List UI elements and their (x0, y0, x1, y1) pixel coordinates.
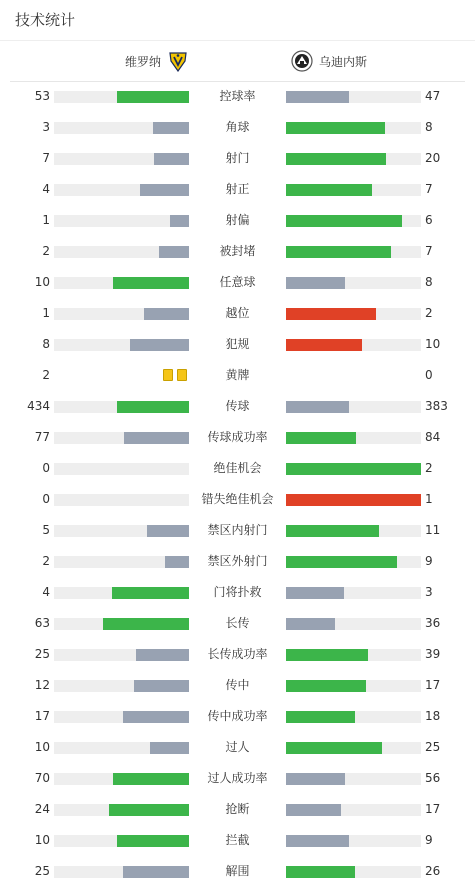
away-value: 10 (425, 337, 441, 351)
home-bar-fill (140, 184, 189, 196)
home-bar-track (54, 618, 189, 630)
away-bar-track (286, 401, 421, 413)
away-bar-fill (286, 215, 402, 227)
home-bar-fill (154, 153, 189, 165)
away-value: 36 (425, 616, 441, 630)
away-bar-track (286, 494, 421, 506)
stat-row (0, 639, 475, 670)
away-bar-fill (286, 649, 368, 661)
home-value: 10 (34, 833, 50, 847)
stat-row (0, 391, 475, 422)
home-bar-track (54, 680, 189, 692)
away-bar-fill (286, 618, 335, 630)
stat-row (0, 670, 475, 701)
away-bar-fill (286, 184, 372, 196)
home-value: 0 (42, 461, 50, 475)
away-bar-track (286, 711, 421, 723)
stat-row (0, 81, 475, 112)
stat-label: 传中 (225, 678, 250, 692)
home-value: 2 (42, 554, 50, 568)
home-bar-track (54, 339, 189, 351)
away-bar-track (286, 680, 421, 692)
stat-label: 射门 (225, 151, 250, 165)
away-value: 1 (425, 492, 433, 506)
home-bar-fill (109, 804, 189, 816)
stat-row (0, 577, 475, 608)
stat-label: 黄牌 (225, 368, 250, 382)
stat-row (0, 453, 475, 484)
home-bar-track (54, 525, 189, 537)
away-value: 2 (425, 461, 433, 475)
home-value: 1 (42, 306, 50, 320)
stat-row (0, 236, 475, 267)
away-bar-fill (286, 401, 349, 413)
section-title: 技术统计 (15, 11, 76, 29)
stat-row (0, 484, 475, 515)
home-bar-track (54, 711, 189, 723)
away-bar-fill (286, 866, 355, 878)
away-bar-track (286, 525, 421, 537)
stat-row (0, 422, 475, 453)
home-bar-fill (134, 680, 189, 692)
away-value: 3 (425, 585, 433, 599)
away-value: 25 (425, 740, 441, 754)
home-bar-fill (117, 91, 189, 103)
away-bar-fill (286, 773, 345, 785)
home-value: 434 (27, 399, 50, 413)
stat-label: 长传 (225, 616, 250, 630)
home-value: 3 (42, 120, 50, 134)
away-bar-track (286, 153, 421, 165)
away-bar-track (286, 463, 421, 475)
section-header (0, 0, 475, 41)
home-bar-fill (117, 835, 189, 847)
away-bar-fill (286, 432, 356, 444)
away-bar-fill (286, 122, 385, 134)
home-bar-track (54, 866, 189, 878)
stat-label: 越位 (225, 306, 250, 320)
home-bar-track (54, 494, 189, 506)
away-bar-track (286, 587, 421, 599)
stat-label: 传中成功率 (207, 709, 268, 723)
home-value: 0 (42, 492, 50, 506)
home-team[interactable] (125, 41, 189, 81)
stat-label: 过人成功率 (207, 771, 268, 785)
stat-row (0, 205, 475, 236)
home-bar-fill (113, 277, 189, 289)
away-value: 47 (425, 89, 441, 103)
home-team-name: 维罗纳 (125, 54, 162, 69)
away-bar-track (286, 649, 421, 661)
away-value: 9 (425, 554, 433, 568)
home-bar-track (54, 556, 189, 568)
away-value: 39 (425, 647, 441, 661)
home-bar-fill (124, 432, 189, 444)
stat-label: 角球 (225, 120, 250, 134)
home-bar-fill (112, 587, 189, 599)
away-bar-track (286, 804, 421, 816)
away-bar-fill (286, 277, 345, 289)
yellow-cards (163, 369, 187, 381)
home-bar-track (54, 184, 189, 196)
home-value: 4 (42, 182, 50, 196)
home-value: 5 (42, 523, 50, 537)
stat-label: 抢断 (225, 802, 250, 816)
home-value: 70 (34, 771, 50, 785)
home-bar-fill (113, 773, 189, 785)
home-value: 25 (34, 864, 50, 878)
away-bar-fill (286, 91, 349, 103)
away-value: 0 (425, 368, 433, 382)
stat-row (0, 360, 475, 391)
udinese-crest-icon (291, 50, 313, 72)
away-bar-track (286, 277, 421, 289)
away-bar-track (286, 215, 421, 227)
away-bar-track (286, 91, 421, 103)
stat-row (0, 112, 475, 143)
stat-label: 禁区内射门 (207, 523, 268, 537)
home-bar-fill (153, 122, 189, 134)
stat-label: 犯规 (225, 337, 250, 351)
stat-label: 射正 (225, 182, 250, 196)
away-bar-fill (286, 587, 344, 599)
home-bar-track (54, 215, 189, 227)
away-bar-fill (286, 711, 355, 723)
home-value: 7 (42, 151, 50, 165)
stat-row (0, 825, 475, 856)
stat-label: 错失绝佳机会 (201, 492, 274, 506)
stat-label: 禁区外射门 (207, 554, 268, 568)
away-bar-fill (286, 463, 421, 475)
away-bar-track (286, 556, 421, 568)
away-bar-track (286, 308, 421, 320)
away-bar-fill (286, 494, 421, 506)
home-bar-fill (117, 401, 189, 413)
stat-label: 拦截 (225, 833, 250, 847)
away-bar-track (286, 742, 421, 754)
home-value: 2 (42, 244, 50, 258)
stat-label: 过人 (225, 740, 250, 754)
home-value: 25 (34, 647, 50, 661)
away-bar-track (286, 122, 421, 134)
home-bar-track (54, 401, 189, 413)
home-bar-track (54, 122, 189, 134)
away-bar-fill (286, 308, 376, 320)
home-bar-fill (150, 742, 189, 754)
away-value: 9 (425, 833, 433, 847)
stat-label: 控球率 (219, 89, 256, 103)
yellow-card-icon (163, 369, 173, 381)
home-value: 10 (34, 740, 50, 754)
home-bar-track (54, 91, 189, 103)
home-bar-fill (130, 339, 189, 351)
stat-label: 解围 (225, 864, 250, 878)
stat-label: 被封堵 (219, 244, 256, 258)
stat-label: 绝佳机会 (213, 461, 262, 475)
home-value: 2 (42, 368, 50, 382)
away-bar-track (286, 835, 421, 847)
away-bar-fill (286, 742, 382, 754)
away-bar-track (286, 246, 421, 258)
away-value: 7 (425, 244, 433, 258)
home-bar-track (54, 773, 189, 785)
stat-row (0, 856, 475, 887)
away-value: 17 (425, 802, 441, 816)
away-value: 383 (425, 399, 448, 413)
stat-row (0, 329, 475, 360)
stat-label: 传球成功率 (207, 430, 268, 444)
stat-row (0, 701, 475, 732)
away-bar-track (286, 339, 421, 351)
away-bar-fill (286, 556, 397, 568)
stat-row (0, 546, 475, 577)
home-bar-fill (165, 556, 189, 568)
away-bar-fill (286, 153, 386, 165)
home-value: 53 (34, 89, 50, 103)
stat-row (0, 267, 475, 298)
home-bar-fill (159, 246, 189, 258)
home-bar-track (54, 308, 189, 320)
away-bar-track (286, 184, 421, 196)
away-bar-track (286, 773, 421, 785)
away-value: 8 (425, 275, 433, 289)
stat-label: 长传成功率 (207, 647, 268, 661)
away-bar-track (286, 432, 421, 444)
home-bar-fill (123, 711, 189, 723)
verona-crest-icon (167, 50, 189, 72)
home-bar-fill (103, 618, 189, 630)
stat-label: 任意球 (219, 275, 256, 289)
home-bar-track (54, 432, 189, 444)
stat-label: 传球 (225, 399, 250, 413)
away-value: 18 (425, 709, 441, 723)
stat-label: 门将扑救 (213, 585, 262, 599)
away-value: 20 (425, 151, 441, 165)
home-bar-track (54, 246, 189, 258)
home-bar-track (54, 153, 189, 165)
home-bar-track (54, 835, 189, 847)
home-value: 17 (34, 709, 50, 723)
stat-label: 射偏 (225, 213, 250, 227)
away-value: 6 (425, 213, 433, 227)
home-bar-track (54, 649, 189, 661)
stats-list (0, 81, 475, 887)
stat-row (0, 763, 475, 794)
away-value: 26 (425, 864, 441, 878)
away-team[interactable] (291, 41, 367, 81)
away-bar-fill (286, 246, 391, 258)
away-value: 17 (425, 678, 441, 692)
yellow-card-icon (177, 369, 187, 381)
away-team-name: 乌迪内斯 (319, 54, 368, 69)
stat-row (0, 794, 475, 825)
home-value: 8 (42, 337, 50, 351)
away-bar-fill (286, 525, 379, 537)
stat-row (0, 174, 475, 205)
away-value: 11 (425, 523, 441, 537)
home-bar-track (54, 587, 189, 599)
away-bar-fill (286, 835, 349, 847)
teams-row (10, 41, 465, 82)
home-value: 1 (42, 213, 50, 227)
away-value: 56 (425, 771, 441, 785)
home-bar-track (54, 742, 189, 754)
home-bar-track (54, 804, 189, 816)
home-bar-fill (136, 649, 189, 661)
away-bar-fill (286, 339, 362, 351)
away-bar-track (286, 866, 421, 878)
away-value: 2 (425, 306, 433, 320)
stat-row (0, 143, 475, 174)
home-value: 63 (34, 616, 50, 630)
stat-row (0, 515, 475, 546)
away-value: 84 (425, 430, 441, 444)
stat-row (0, 298, 475, 329)
away-bar-fill (286, 680, 366, 692)
home-value: 77 (34, 430, 50, 444)
home-value: 10 (34, 275, 50, 289)
away-bar-fill (286, 804, 341, 816)
home-bar-fill (144, 308, 189, 320)
stat-row (0, 608, 475, 639)
home-bar-track (54, 277, 189, 289)
home-bar-fill (170, 215, 189, 227)
stat-row (0, 732, 475, 763)
away-value: 7 (425, 182, 433, 196)
home-bar-fill (147, 525, 189, 537)
home-bar-fill (123, 866, 189, 878)
home-value: 24 (34, 802, 50, 816)
home-bar-track (54, 463, 189, 475)
home-value: 12 (34, 678, 50, 692)
away-value: 8 (425, 120, 433, 134)
home-value: 4 (42, 585, 50, 599)
away-bar-track (286, 618, 421, 630)
